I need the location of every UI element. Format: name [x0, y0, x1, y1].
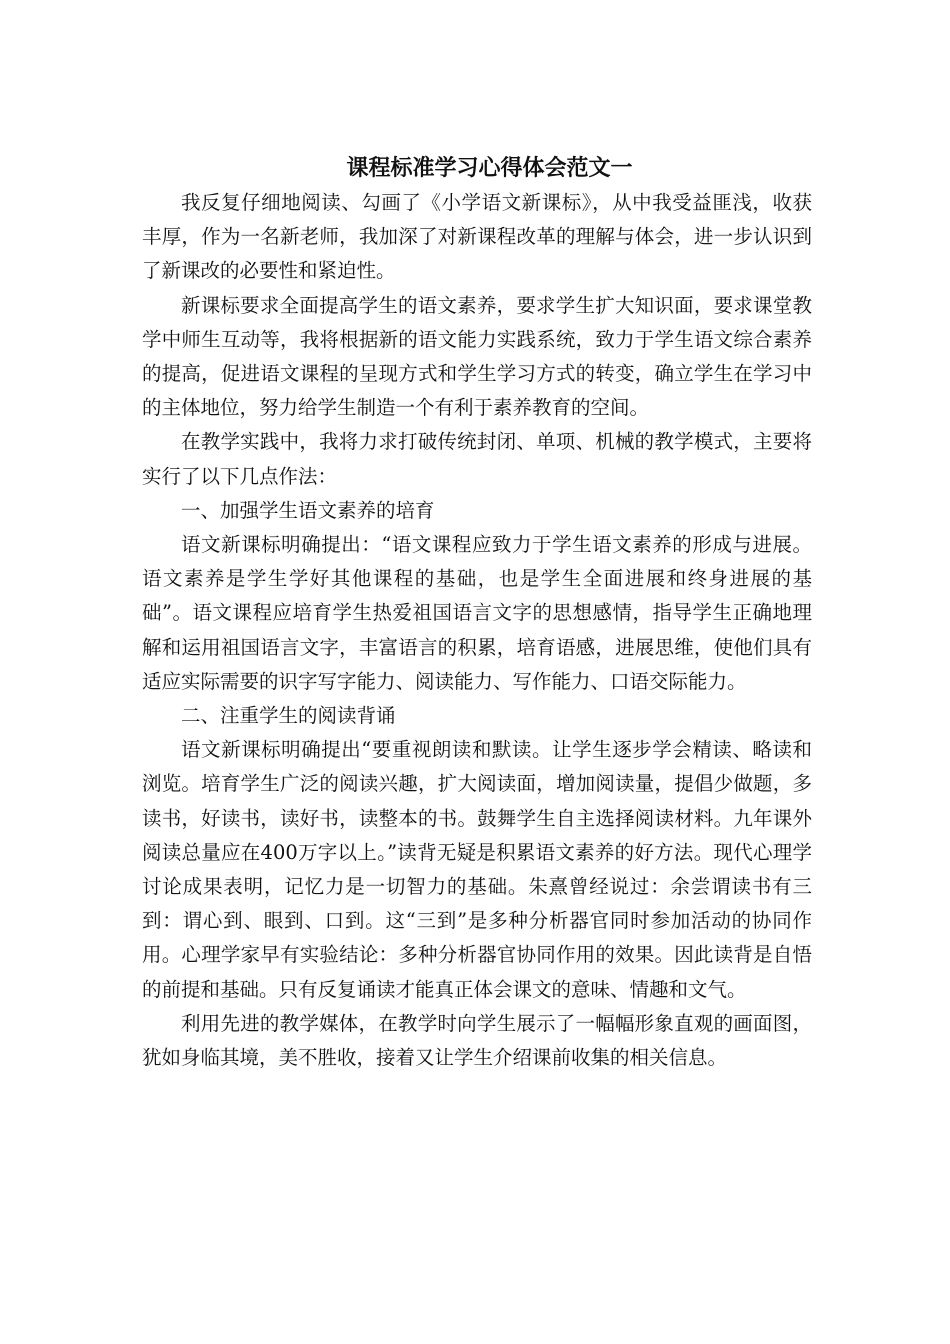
- paragraph: 语文新课标明确提出：“语文课程应致力于学生语文素养的形成与进展。语文素养是学生学好其他课程的基础，也是学生全面进展和终身进展的基础”。语文课程应培育学生热爱祖国语言文字的思想感情，指导学生正确地理解和运用祖国语言文字，丰富语言的积累，培育语感，进展思维，使他们具有适应实际需要的识字写字能力、阅读能力、写作能力、口语交际能力。: [142, 533, 812, 693]
- paragraph: 新课标要求全面提高学生的语文素养，要求学生扩大知识面，要求课堂教学中师生互动等，我将根据新的语文能力实践系统，致力于学生语文综合素养的提高，促进语文课程的呈现方式和学生学习方式的转变，确立学生在学习中的主体地位，努力给学生制造一个有利于素养教育的空间。: [142, 293, 812, 420]
- document-body: [142, 150, 812, 1075]
- paragraph: 在教学实践中，我将力求打破传统封闭、单项、机械的教学模式，主要将实行了以下几点作法：: [142, 430, 812, 488]
- section-heading: 一、加强学生语文素养的培育: [181, 498, 435, 522]
- paragraph: 语文新课标明确提出“要重视朗读和默读。让学生逐步学会精读、略读和浏览。培育学生广泛的阅读兴趣，扩大阅读面，增加阅读量，提倡少做题，多读书，好读书，读好书，读整本的书。鼓舞学生自主选择阅读材料。九年课外阅读总量应在400万字以上。”读背无疑是积累语文素养的好方法。现代心理学讨论成果表明，记忆力是一切智力的基础。朱熹曾经说过：余尝谓读书有三到：谓心到、眼到、口到。这“三到”是多种分析器官同时参加活动的协同作用。心理学家早有实验结论：多种分析器官协同作用的效果。因此读背是自悟的前提和基础。只有反复诵读才能真正体会课文的意味、情趣和文气。: [142, 738, 812, 1001]
- paragraph: 我反复仔细地阅读、勾画了《小学语文新课标》，从中我受益匪浅，收获丰厚，作为一名新老师，我加深了对新课程改革的理解与体会，进一步认识到了新课改的必要性和紧迫性。: [142, 191, 812, 283]
- document-title: 课程标准学习心得体会范文一: [346, 155, 633, 181]
- section-heading: 二、注重学生的阅读背诵: [181, 704, 396, 728]
- paragraph: 利用先进的教学媒体，在教学时向学生展示了一幅幅形象直观的画面图，犹如身临其境，美不胜收，接着又让学生介绍课前收集的相关信息。: [142, 1011, 812, 1070]
